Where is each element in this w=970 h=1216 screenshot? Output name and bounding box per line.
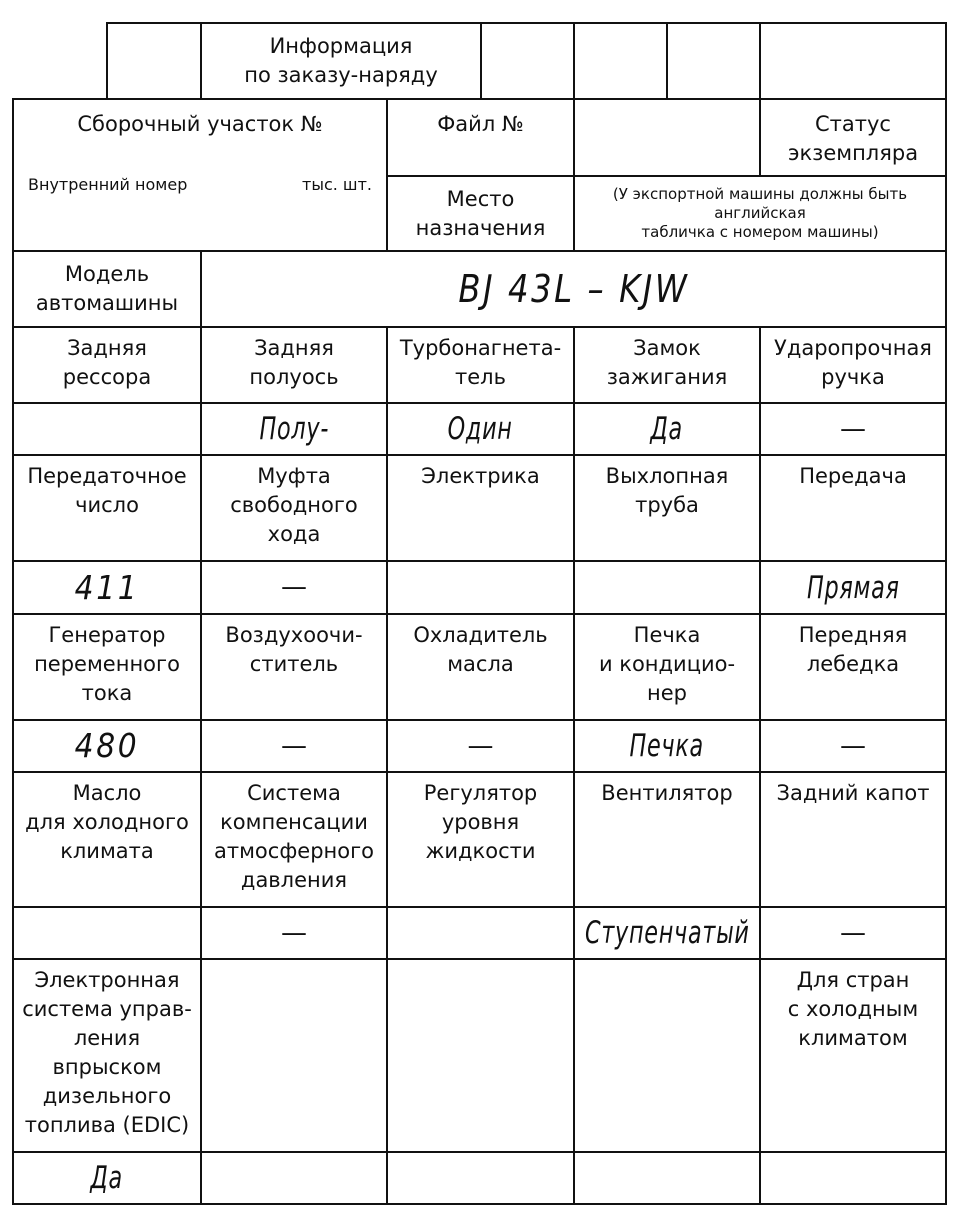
spec-label: Охладитель масла <box>413 623 548 676</box>
assembly-section-cell <box>12 98 388 252</box>
spec-value-cell <box>200 560 388 615</box>
spec-value-handwritten: Да <box>90 1160 124 1196</box>
spec-label: Воздухоочи- ститель <box>225 623 363 676</box>
spec-value-cell <box>12 402 202 456</box>
spec-value-dash: — <box>281 572 307 602</box>
spec-value-handwritten: Один <box>448 411 513 447</box>
file-number-cell <box>386 98 575 177</box>
spec-value-cell <box>573 402 761 456</box>
destination-cell <box>386 175 575 252</box>
spec-label: Турбонагнета- тель <box>399 336 562 389</box>
spec-label: Электронная система управ- ления впрыском дизельного топлива (EDIC) <box>22 968 192 1137</box>
spec-label: Выхлопная труба <box>605 464 729 517</box>
spec-value-cell <box>573 719 761 773</box>
spec-label: Печка и кондицио- нер <box>598 623 736 705</box>
model-label: Модель автомашины <box>35 262 179 315</box>
spec-label-cell <box>573 613 761 721</box>
model-value-cell <box>200 250 947 328</box>
spec-label-cell <box>12 771 202 908</box>
spec-label: Передаточное число <box>27 464 187 517</box>
spec-value-cell <box>200 719 388 773</box>
destination-label: Место назначения <box>415 186 546 240</box>
status-label: Статус экземпляра <box>787 112 919 165</box>
spec-label: Замок зажигания <box>606 336 728 389</box>
assembly-section-label: Сборочный участок № <box>77 112 323 136</box>
spec-value-handwritten: Печка <box>629 728 705 764</box>
spec-label-cell <box>386 326 575 404</box>
spec-label-cell <box>200 771 388 908</box>
spec-label: Задняя полуось <box>249 336 339 389</box>
spec-value-cell <box>200 402 388 456</box>
spec-label: Вентилятор <box>601 781 733 805</box>
spec-label-cell <box>759 771 947 908</box>
spec-label: Задний капот <box>776 781 930 805</box>
status-cell <box>759 98 947 177</box>
spec-label-cell <box>386 958 575 1153</box>
spec-label-cell <box>573 454 761 562</box>
header-blank-cell <box>759 22 947 100</box>
spec-label-cell <box>759 326 947 404</box>
file-number-label: Файл № <box>437 112 524 136</box>
spec-value-cell <box>12 560 202 615</box>
order-info-title-text: Информация по заказу-наряду <box>244 34 438 87</box>
header-blank-cell <box>573 22 668 100</box>
spec-value-cell <box>386 560 575 615</box>
spec-value-cell <box>573 1151 761 1205</box>
header-blank-cell <box>106 22 202 100</box>
spec-value-cell <box>573 560 761 615</box>
spec-label-cell <box>200 454 388 562</box>
spec-label: Масло для холодного климата <box>25 781 189 863</box>
file-number-value-cell <box>573 98 761 177</box>
spec-value-cell <box>573 906 761 960</box>
header-blank-cell <box>480 22 575 100</box>
spec-label-cell <box>573 771 761 908</box>
spec-label: Электрика <box>421 464 540 488</box>
export-note-cell <box>573 175 947 252</box>
spec-value-cell <box>386 1151 575 1205</box>
spec-value-handwritten: Ступенчатый <box>584 915 750 951</box>
spec-value-dash: — <box>840 917 866 948</box>
spec-label-cell <box>200 326 388 404</box>
spec-label-cell <box>12 326 202 404</box>
model-label-cell <box>12 250 202 328</box>
spec-value-handwritten: 480 <box>74 726 140 765</box>
spec-label-cell <box>573 958 761 1153</box>
spec-label: Задняя рессора <box>62 336 152 389</box>
spec-label: Система компенсации атмосферного давления <box>213 781 374 892</box>
thousands-units-label: тыс. шт. <box>302 175 372 194</box>
spec-value-cell <box>12 906 202 960</box>
spec-label: Передняя лебедка <box>798 623 908 676</box>
spec-value-cell <box>386 402 575 456</box>
spec-label-cell <box>759 958 947 1153</box>
spec-label: Регулятор уровня жидкости <box>423 781 538 863</box>
spec-value-dash: — <box>467 730 494 761</box>
spec-label-cell <box>759 613 947 721</box>
spec-label: Муфта свободного хода <box>230 464 358 546</box>
export-note: (У экспортной машины должны быть английская табличка с номером машины) <box>612 185 908 241</box>
spec-value-cell <box>759 719 947 773</box>
spec-value-handwritten: 411 <box>74 567 140 607</box>
spec-value-cell <box>200 1151 388 1205</box>
spec-value-cell <box>12 719 202 773</box>
spec-label-cell <box>386 454 575 562</box>
model-value: BJ 43L – KJW <box>458 267 689 311</box>
spec-value-cell <box>759 1151 947 1205</box>
spec-value-cell <box>386 719 575 773</box>
spec-label-cell <box>12 613 202 721</box>
spec-value-dash: — <box>281 730 307 761</box>
spec-label: Генератор переменного тока <box>34 623 180 705</box>
spec-label-cell <box>200 958 388 1153</box>
internal-number-label: Внутренний номер <box>28 175 188 194</box>
spec-label-cell <box>759 454 947 562</box>
spec-label-cell <box>200 613 388 721</box>
spec-label-cell <box>573 326 761 404</box>
order-info-title <box>200 22 482 100</box>
spec-value-cell <box>386 906 575 960</box>
spec-value-cell <box>12 1151 202 1205</box>
spec-value-handwritten: Прямая <box>806 569 900 606</box>
spec-value-cell <box>759 402 947 456</box>
spec-value-handwritten: Да <box>650 411 684 447</box>
spec-value-handwritten: Полу- <box>259 411 329 447</box>
spec-value-dash: — <box>281 917 307 948</box>
spec-value-cell <box>200 906 388 960</box>
spec-label-cell <box>386 613 575 721</box>
spec-value-cell <box>759 560 947 615</box>
spec-label: Ударопрочная ручка <box>774 336 932 389</box>
spec-label: Передача <box>799 464 907 488</box>
spec-value-dash: — <box>840 413 866 444</box>
header-blank-cell <box>666 22 761 100</box>
spec-label-cell <box>12 958 202 1153</box>
spec-label-cell <box>12 454 202 562</box>
spec-value-cell <box>759 906 947 960</box>
spec-label-cell <box>386 771 575 908</box>
spec-value-dash: — <box>840 730 866 761</box>
spec-label: Для стран с холодным климатом <box>787 968 919 1050</box>
